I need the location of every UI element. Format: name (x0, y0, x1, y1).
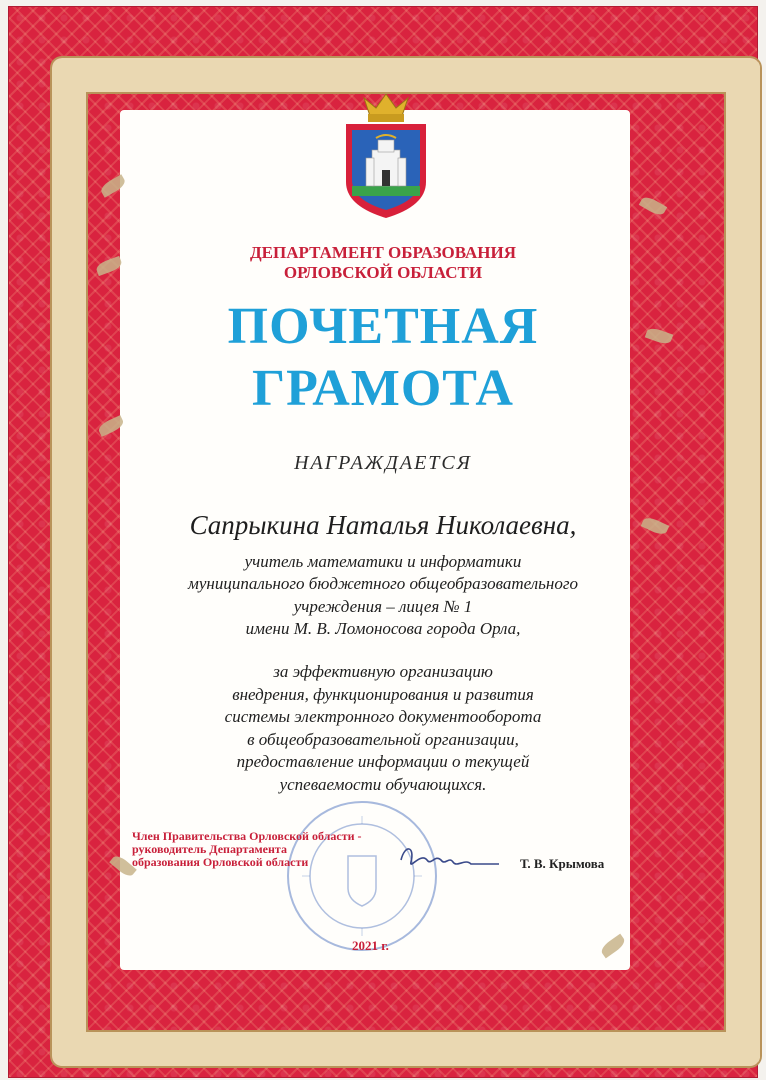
coat-of-arms-emblem (340, 94, 432, 220)
recipient-position-line: учреждения – лицея № 1 (293, 597, 473, 616)
handwritten-signature (395, 838, 505, 878)
title-line-1: ПОЧЕТНАЯ (227, 298, 539, 355)
signatory-role-line: образования Орловской области (132, 855, 309, 869)
reason-line: за эффективную организацию (273, 662, 493, 681)
signatory-role (132, 830, 432, 869)
reason-line: в общеобразовательной организации, (247, 730, 519, 749)
recipient-position-line: муниципального бюджетного общеобразовательного (188, 574, 578, 593)
issue-year: 2021 г. (352, 938, 389, 953)
recipient-position-line: учитель математики и информатики (244, 552, 522, 571)
department-line-1: ДЕПАРТАМЕНТ ОБРАЗОВАНИЯ (249, 243, 517, 262)
signatory-name: Т. В. Крымова (520, 856, 605, 871)
reason-line: предоставление информации о текущей (236, 752, 530, 771)
reason-line: системы электронного документооборота (224, 707, 542, 726)
recipient-name: Сапрыкина Наталья Николаевна, (189, 510, 577, 540)
title-line-2: ГРАМОТА (252, 360, 514, 417)
awarded-heading: НАГРАЖДАЕТСЯ (294, 452, 472, 474)
department-line-2: ОРЛОВСКОЙ ОБЛАСТИ (283, 263, 483, 282)
recipient-position-line: имени М. В. Ломоносова города Орла, (245, 619, 521, 638)
signatory-role-line: руководитель Департамента (132, 842, 287, 856)
reason-line: успеваемости обучающихся. (279, 775, 487, 794)
reason-line: внедрения, функционирования и развития (232, 685, 534, 704)
signatory-role-line: Член Правительства Орловской области - (132, 829, 362, 843)
